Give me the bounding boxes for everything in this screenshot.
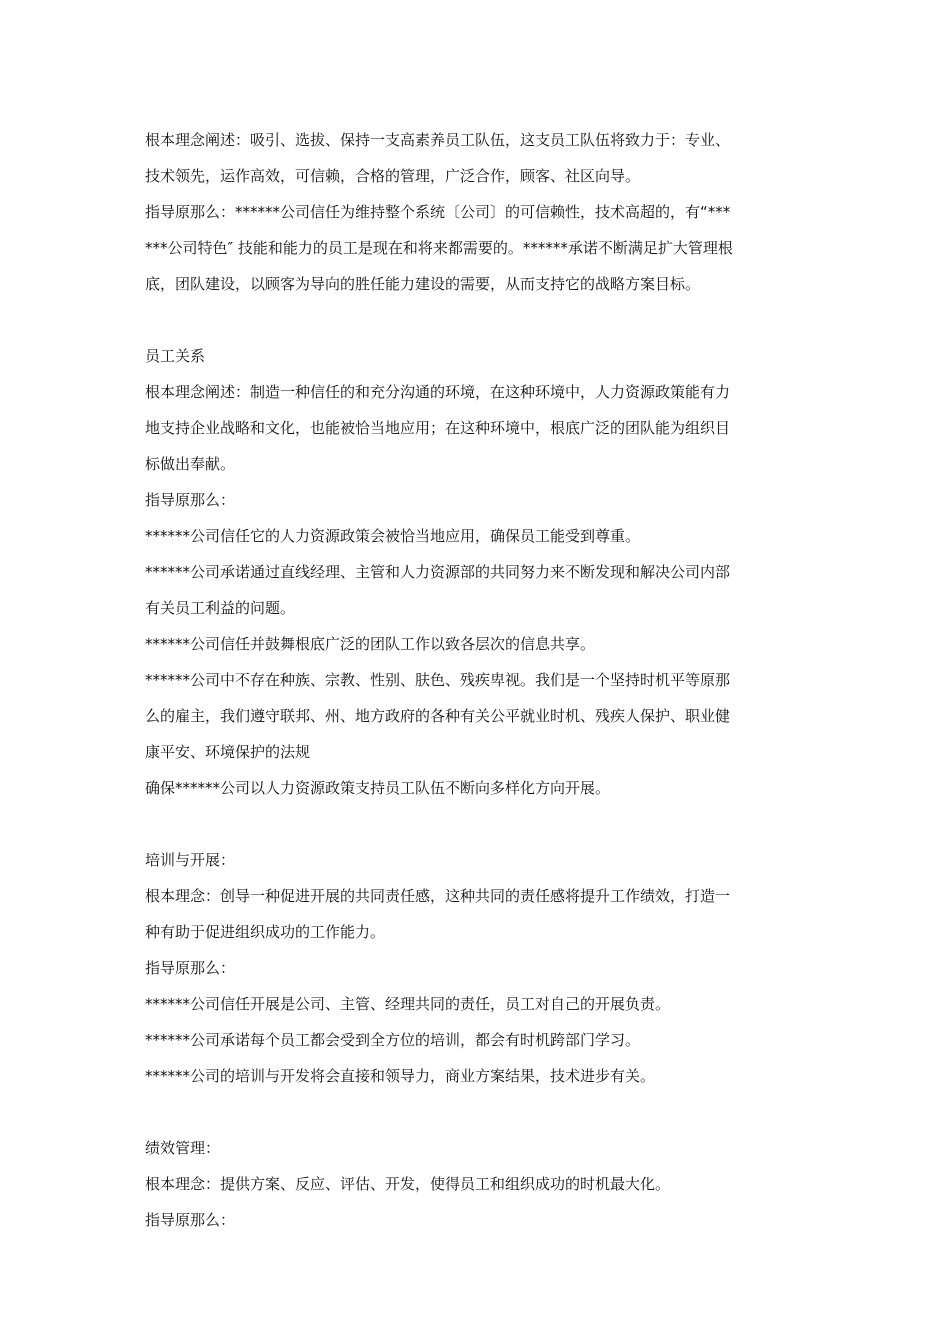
recruitment-section (145, 122, 813, 302)
body-text-line: 种有助于促进组织成功的工作能力。 (145, 923, 386, 941)
body-text-line: ******公司信任并鼓舞根底广泛的团队工作以致各层次的信息共享。 (145, 635, 596, 653)
body-text-line: 康平安、环境保护的法规 (145, 743, 311, 761)
body-text-line: 技术领先，运作高效，可信赖，合格的管理，广泛合作，顾客、社区向导。 (145, 167, 641, 185)
body-text-line: ******公司承诺通过直线经理、主管和人力资源部的共同努力来不断发现和解决公司内部 (145, 563, 731, 581)
body-text-line: ******公司信任它的人力资源政策会被恰当地应用，确保员工能受到尊重。 (145, 527, 641, 545)
section-heading: 员工关系 (145, 347, 206, 365)
body-text-line: 根本理念阐述：制造一种信任的和充分沟通的环境，在这种环境中，人力资源政策能有力 (145, 383, 731, 401)
body-text-line: 指导原那么： (145, 959, 236, 977)
body-text-line: ******公司的培训与开发将会直接和领导力，商业方案结果，技术进步有关。 (145, 1067, 656, 1085)
body-text-line: ******公司信任开展是公司、主管、经理共同的责任，员工对自己的开展负责。 (145, 995, 671, 1013)
document-page (145, 122, 813, 1238)
body-text-line: 指导原那么： (145, 491, 236, 509)
paragraph-gap (145, 302, 813, 338)
body-text-line: 根本理念：提供方案、反应、评估、开发，使得员工和组织成功的时机最大化。 (145, 1175, 671, 1193)
body-text-line: 标做出奉献。 (145, 455, 236, 473)
body-text-line: 根本理念阐述：吸引、选拔、保持一支高素养员工队伍，这支员工队伍将致力于：专业、 (145, 131, 731, 149)
paragraph-gap (145, 1094, 813, 1130)
paragraph-gap (145, 806, 813, 842)
training-section (145, 842, 813, 1094)
employee-relations-section (145, 338, 813, 806)
body-text-line: ******公司承诺每个员工都会受到全方位的培训，都会有时机跨部门学习。 (145, 1031, 641, 1049)
body-text-line: ******公司中不存在种族、宗教、性别、肤色、残疾卑视。我们是一个坚持时机平等原那 (145, 671, 731, 689)
section-heading: 培训与开展： (145, 851, 236, 869)
body-text-line: 确保******公司以人力资源政策支持员工队伍不断向多样化方向开展。 (145, 779, 611, 797)
section-heading: 绩效管理： (145, 1139, 221, 1157)
body-text-line: 指导原那么： (145, 1211, 236, 1229)
body-text-line: ***公司特色″ 技能和能力的员工是现在和将来都需要的。******承诺不断满足扩大管理根 (145, 239, 733, 257)
body-text-line: 地支持企业战略和文化，也能被恰当地应用；在这种环境中，根底广泛的团队能为组织目 (145, 419, 731, 437)
body-text-line: 有关员工利益的问题。 (145, 599, 296, 617)
body-text-line: 根本理念：创导一种促进开展的共同责任感，这种共同的责任感将提升工作绩效，打造一 (145, 887, 731, 905)
performance-section (145, 1130, 813, 1238)
body-text-line: 底，团队建设，以顾客为导向的胜任能力建设的需要，从而支持它的战略方案目标。 (145, 275, 701, 293)
body-text-line: 指导原那么：******公司信任为维持整个系统〔公司〕的可信赖性，技术高超的，有“*** (145, 203, 731, 221)
body-text-line: 么的雇主，我们遵守联邦、州、地方政府的各种有关公平就业时机、残疾人保护、职业健 (145, 707, 731, 725)
